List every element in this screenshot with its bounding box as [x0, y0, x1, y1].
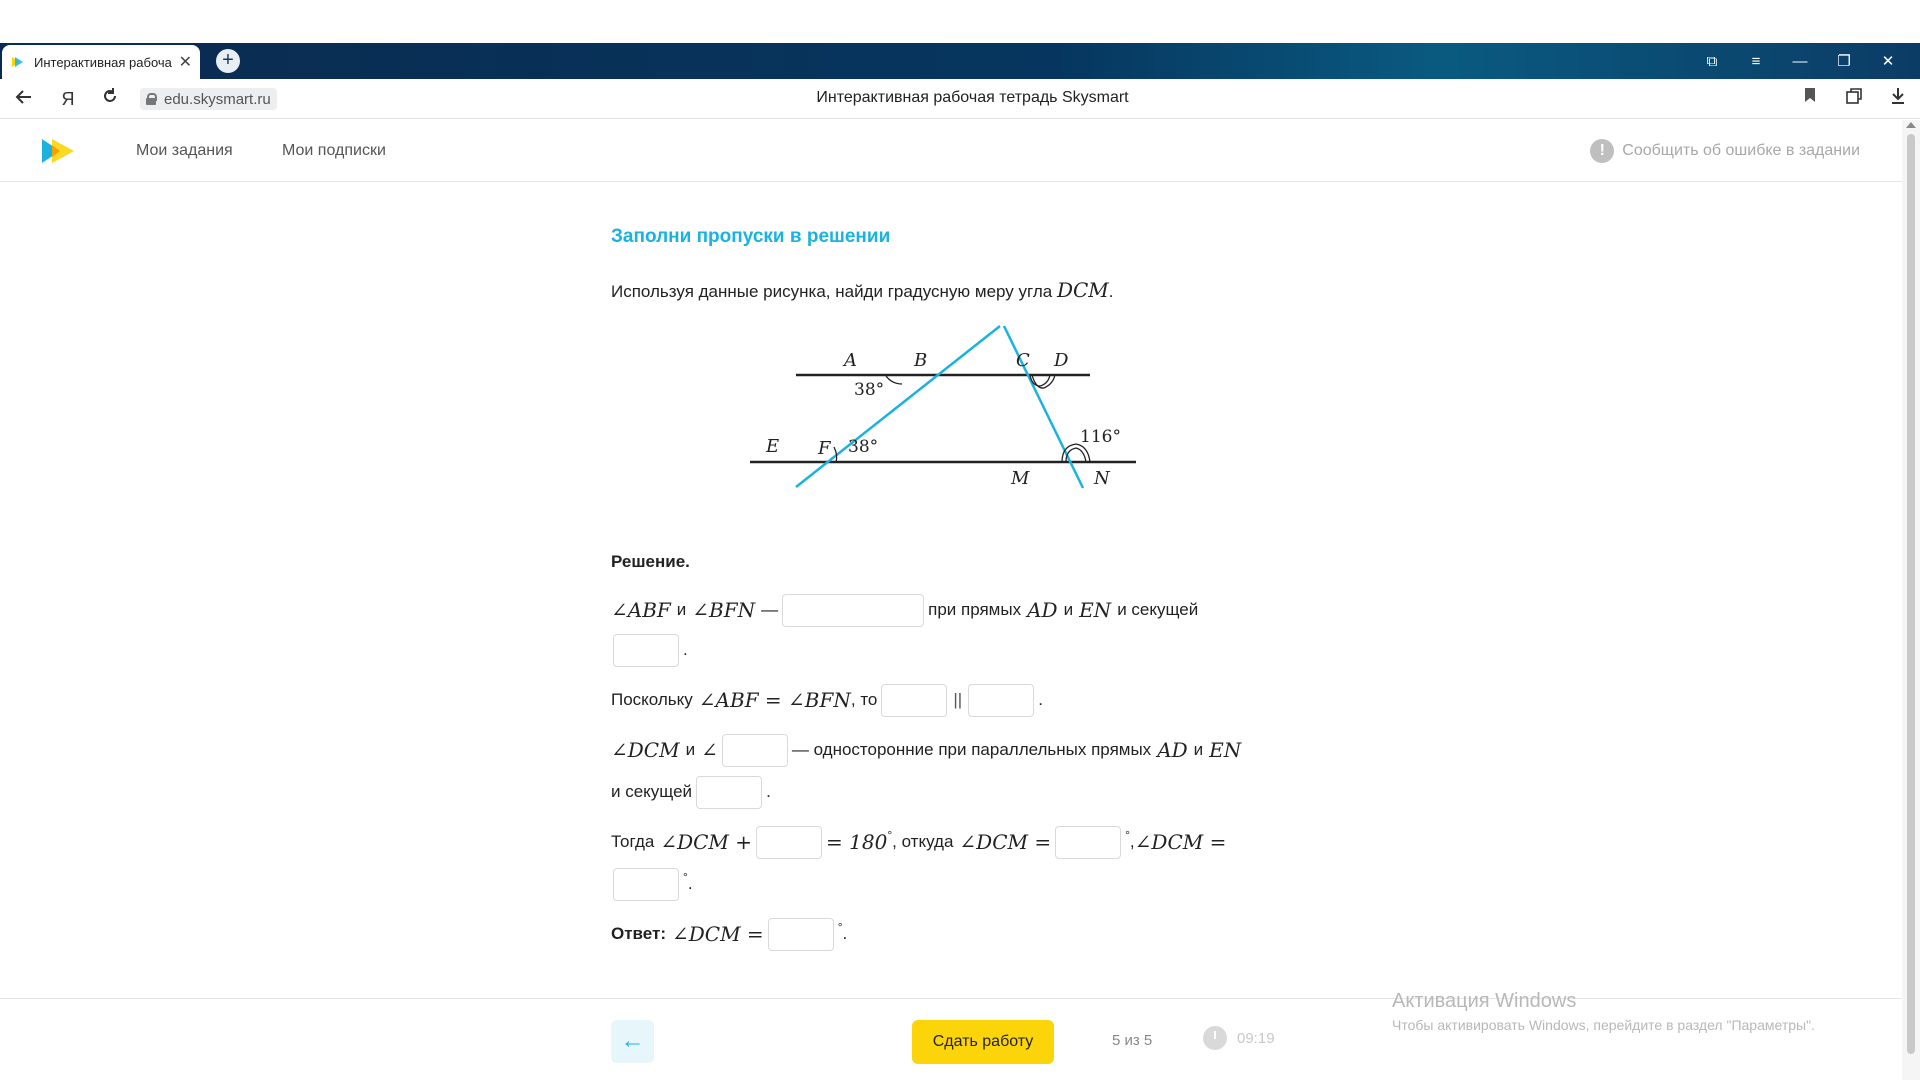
blank-parallel-line-1[interactable]	[881, 684, 947, 717]
collections-icon[interactable]	[1832, 87, 1876, 111]
point-b-label: B	[914, 350, 928, 371]
timer	[1203, 1026, 1275, 1050]
exclamation-icon: !	[1590, 139, 1614, 163]
geometry-figure	[746, 322, 1166, 497]
activation-subtitle: Чтобы активировать Windows, перейдите в раздел "Параметры".	[1392, 1017, 1815, 1033]
question-text: Используя данные рисунка, найди градусную меру угла	[611, 282, 1053, 301]
restore-icon[interactable]: ❐	[1837, 53, 1851, 70]
answer-line: Ответ: ∠DCM = ° .	[611, 916, 847, 952]
point-m-label: M	[1011, 468, 1030, 489]
solution-line-3b: и секущей .	[611, 774, 771, 810]
top-blank-area	[0, 0, 1920, 43]
solution-line-4: Тогда ∠DCM + = 180 ° , откуда ∠DCM = ° , ∠DCM =	[611, 824, 1226, 860]
skysmart-favicon-icon	[12, 56, 24, 68]
blank-dcm-value[interactable]	[613, 868, 679, 901]
answer-label: Ответ:	[611, 924, 666, 943]
close-window-icon[interactable]: ✕	[1881, 53, 1895, 70]
timer-text: 09:19	[1237, 1029, 1275, 1047]
skysmart-logo-icon[interactable]	[40, 138, 76, 164]
new-tab-button[interactable]: +	[216, 49, 240, 73]
tabs-overview-icon[interactable]: ⧉	[1706, 52, 1718, 70]
submit-work-button[interactable]: Сдать работу	[912, 1020, 1054, 1064]
task-question: Используя данные рисунка, найди градусную меру угла DCM.	[611, 278, 1114, 302]
page-title: Интерактивная рабочая тетрадь Skysmart	[816, 89, 1129, 106]
point-e-label: E	[766, 436, 780, 457]
solution-line-4b: ° .	[611, 866, 693, 902]
solution-line-2: Поскольку ∠ABF = ∠BFN , то || .	[611, 682, 1043, 718]
arc-c2	[1032, 375, 1055, 388]
address-bar-actions	[1788, 87, 1920, 111]
report-error-text: Сообщить об ошибке в задании	[1622, 142, 1860, 159]
solution-line-3: ∠DCM и ∠ — односторонние при параллельных прямых AD и EN	[611, 732, 1241, 768]
scroll-up-icon[interactable]	[1906, 122, 1916, 128]
browser-tab-bar	[0, 43, 1920, 79]
blank-answer[interactable]	[768, 918, 834, 951]
menu-icon[interactable]: ≡	[1751, 52, 1761, 70]
blank-secant-2[interactable]	[696, 776, 762, 809]
bookmark-icon[interactable]	[1788, 87, 1832, 111]
page-scrollbar[interactable]	[1902, 120, 1920, 1080]
address-bar	[0, 79, 1920, 119]
angle-b-label: 38°	[854, 380, 885, 400]
clock-icon	[1203, 1026, 1227, 1050]
blank-dcm-expression[interactable]	[1055, 826, 1121, 859]
scroll-thumb[interactable]	[1907, 134, 1915, 1054]
solution-line-1b: .	[611, 632, 688, 668]
download-icon[interactable]	[1876, 87, 1920, 111]
blank-supplementary-angle[interactable]	[756, 826, 822, 859]
report-error-link[interactable]	[1590, 139, 1860, 163]
browser-tab[interactable]	[2, 45, 200, 79]
site-header	[0, 120, 1902, 182]
question-angle: DCM	[1056, 278, 1109, 302]
window-controls	[1690, 43, 1910, 79]
minimize-icon[interactable]: —	[1792, 52, 1808, 70]
solution-heading: Решение.	[611, 552, 690, 571]
point-f-label: F	[818, 438, 831, 459]
blank-angle-name[interactable]	[722, 734, 788, 767]
nav-my-tasks[interactable]: Мои задания	[136, 142, 233, 159]
tab-close-icon[interactable]: ✕	[178, 54, 192, 71]
activation-title: Активация Windows	[1392, 990, 1577, 1012]
task-heading: Заполни пропуски в решении	[611, 226, 891, 247]
blank-secant-1[interactable]	[613, 634, 679, 667]
page-counter: 5 из 5	[1112, 1032, 1153, 1049]
point-a-label: A	[844, 350, 857, 371]
angle-m-label: 116°	[1080, 427, 1121, 447]
windows-activation-watermark	[1392, 990, 1815, 1033]
nav-my-subscriptions[interactable]: Мои подписки	[282, 142, 386, 159]
url-text: edu.skysmart.ru	[164, 90, 271, 108]
angle-f-label: 38°	[848, 437, 879, 457]
point-c-label: C	[1016, 350, 1030, 371]
tab-title: Интерактивная рабоча	[34, 54, 172, 70]
point-d-label: D	[1054, 350, 1069, 371]
yandex-button[interactable]: Я	[61, 89, 75, 109]
blank-angle-type[interactable]	[782, 594, 924, 627]
arc-b	[886, 376, 902, 384]
blank-parallel-line-2[interactable]	[968, 684, 1034, 717]
solution-line-1: ∠ABF и ∠BFN — при прямых AD и EN и секущей	[611, 592, 1198, 628]
previous-task-button[interactable]: ←	[611, 1020, 654, 1063]
point-n-label: N	[1094, 468, 1110, 489]
